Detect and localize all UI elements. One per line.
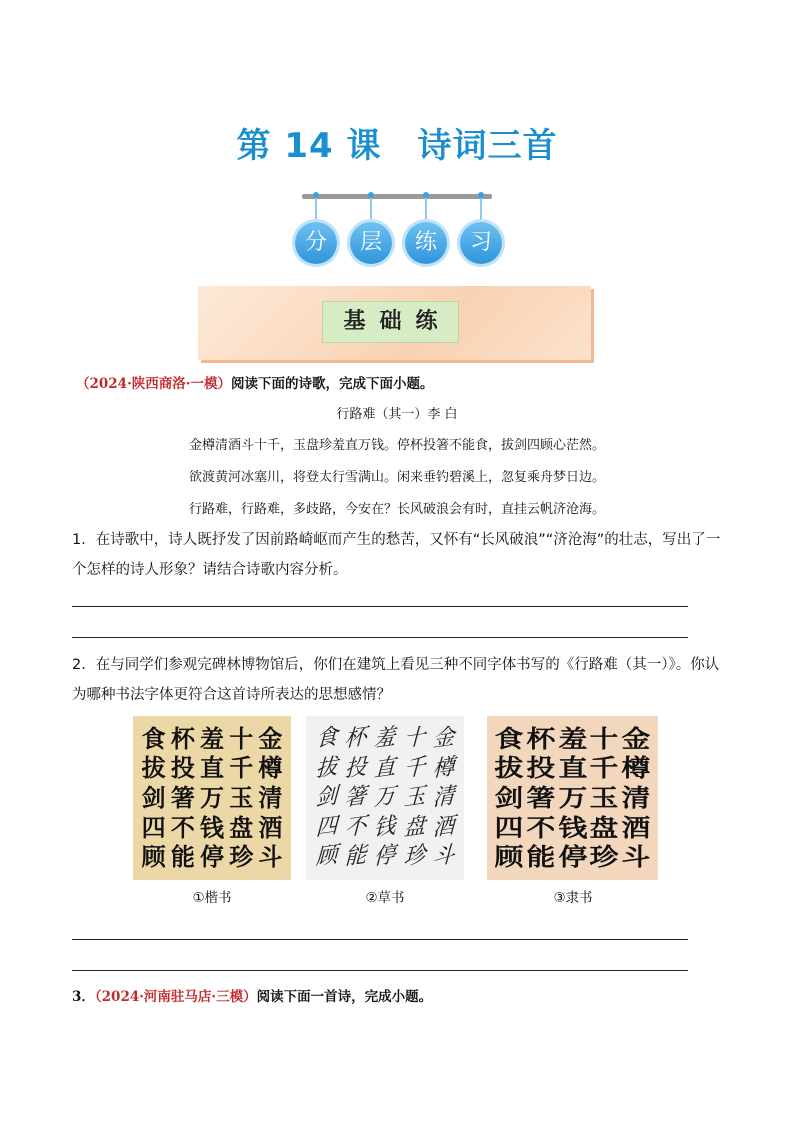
question-1: 1．在诗歌中，诗人既抒发了因前路崎岖而产生的愁苦，又怀有“长风破浪”“济沧海”的壮志，写出了一个怎样的诗人形象？请结合诗歌内容分析。 bbox=[72, 532, 721, 578]
calligraphy-char: 珍 bbox=[229, 842, 254, 872]
section-label: 基础练 bbox=[322, 301, 459, 343]
answer-line[interactable] bbox=[72, 939, 688, 940]
calligraphy-char: 直 bbox=[558, 754, 587, 783]
calligraphy-char: 能 bbox=[344, 842, 368, 871]
calligraphy-char: 酒 bbox=[432, 812, 455, 842]
answer-line[interactable] bbox=[72, 970, 688, 971]
calligraphy-char: 能 bbox=[526, 843, 556, 872]
calligraphy-grid bbox=[139, 724, 285, 872]
calligraphy-char: 羞 bbox=[373, 724, 397, 753]
page-title bbox=[0, 118, 794, 167]
calligraphy-char: 直 bbox=[200, 753, 225, 783]
calligraphy-char: 千 bbox=[589, 754, 619, 783]
calligraphy-char: 不 bbox=[170, 812, 195, 842]
calligraphy-char: 拔 bbox=[494, 754, 524, 783]
calligraphy-char: 十 bbox=[229, 723, 254, 753]
calligraphy-char: 箸 bbox=[344, 783, 368, 812]
calligraphy-char: 樽 bbox=[621, 754, 651, 783]
calligraphy-char: 樽 bbox=[432, 753, 455, 783]
calligraphy-char: 食 bbox=[494, 724, 524, 753]
calligraphy-char: 钱 bbox=[373, 812, 397, 842]
lishu-caption: ③隶书 bbox=[553, 890, 593, 906]
question-3 bbox=[72, 982, 722, 1012]
tag-string bbox=[480, 198, 482, 224]
calligraphy-char: 金 bbox=[432, 724, 455, 753]
calligraphy-char: 玉 bbox=[229, 782, 254, 812]
calligraphy-char: 珍 bbox=[589, 843, 619, 872]
calligraphy-char: 万 bbox=[373, 783, 397, 812]
calligraphy-char: 停 bbox=[558, 843, 587, 872]
calligraphy-char: 箸 bbox=[526, 783, 556, 812]
calligraphy-char: 投 bbox=[170, 753, 195, 783]
calligraphy-char: 四 bbox=[494, 813, 524, 842]
calligraphy-char: 能 bbox=[170, 842, 195, 872]
calligraphy-char: 羞 bbox=[200, 723, 225, 753]
calligraphy-char: 不 bbox=[344, 812, 368, 842]
question-2: 2．在与同学们参观完碑林博物馆后，你们在建筑上看见三种不同字体书写的《行路难（其一）》。你认为哪种书法字体更符合这首诗所表达的思想感情？ bbox=[72, 657, 720, 703]
lishu-calligraphy-image bbox=[487, 716, 658, 880]
calligraphy-char: 金 bbox=[258, 723, 283, 753]
question-instruction: 阅读下面的诗歌，完成下面小题。 bbox=[230, 376, 434, 392]
calligraphy-char: 珍 bbox=[402, 842, 426, 871]
question-3-source: （2024·河南驻马店·三模） bbox=[94, 989, 257, 1005]
kaishu-calligraphy-image bbox=[133, 716, 291, 880]
calligraphy-char: 盘 bbox=[589, 813, 619, 842]
calligraphy-char: 金 bbox=[621, 724, 651, 753]
calligraphy-char: 酒 bbox=[258, 812, 283, 842]
calligraphy-char: 玉 bbox=[402, 783, 426, 812]
calligraphy-char: 顾 bbox=[315, 842, 338, 871]
calligraphy-char: 羞 bbox=[558, 724, 587, 753]
lesson-number: 第 14 课 bbox=[236, 126, 382, 166]
calligraphy-char: 斗 bbox=[621, 843, 651, 872]
poem-line: 欲渡黄河冰塞川，将登太行雪满山。闲来垂钓碧溪上，忽复乘舟梦日边。 bbox=[188, 470, 605, 485]
calligraphy-char: 停 bbox=[373, 842, 397, 871]
calligraphy-char: 斗 bbox=[258, 842, 283, 872]
calligraphy-char: 十 bbox=[402, 724, 426, 753]
poem-line: 金樽清酒斗十千，玉盘珍羞直万钱。停杯投箸不能食，拔剑四顾心茫然。 bbox=[188, 438, 605, 453]
calligraphy-char: 十 bbox=[589, 724, 619, 753]
caoshu-calligraphy-image bbox=[306, 716, 464, 880]
poem-line: 行路难，行路难，多歧路，今安在？长风破浪会有时，直挂云帆济沧海。 bbox=[188, 502, 605, 517]
calligraphy-char: 清 bbox=[621, 783, 651, 812]
calligraphy-char: 酒 bbox=[621, 813, 651, 842]
calligraphy-char: 万 bbox=[558, 783, 587, 812]
calligraphy-char: 盘 bbox=[229, 812, 254, 842]
question-3-instruction: 阅读下面一首诗，完成小题。 bbox=[256, 989, 433, 1005]
tag-bubble: 练 bbox=[405, 222, 447, 264]
calligraphy-char: 清 bbox=[258, 782, 283, 812]
calligraphy-char: 停 bbox=[200, 842, 225, 872]
answer-line[interactable] bbox=[72, 606, 688, 607]
lesson-title: 诗词三首 bbox=[417, 126, 558, 166]
calligraphy-char: 投 bbox=[344, 753, 368, 783]
tag-bubble: 层 bbox=[350, 222, 392, 264]
calligraphy-char: 食 bbox=[141, 723, 166, 753]
tag-bubble: 分 bbox=[295, 222, 337, 264]
calligraphy-char: 剑 bbox=[315, 783, 338, 812]
calligraphy-char: 樽 bbox=[258, 753, 283, 783]
question-intro bbox=[76, 372, 433, 392]
calligraphy-char: 剑 bbox=[141, 782, 166, 812]
answer-line[interactable] bbox=[72, 637, 688, 638]
calligraphy-char: 钱 bbox=[558, 813, 587, 842]
calligraphy-char: 四 bbox=[315, 812, 338, 842]
calligraphy-char: 清 bbox=[432, 783, 455, 812]
tag-string bbox=[425, 198, 427, 224]
calligraphy-char: 四 bbox=[141, 812, 166, 842]
question-source: （2024·陕西商洛·一模） bbox=[76, 376, 231, 392]
tag-string bbox=[370, 198, 372, 224]
calligraphy-char: 千 bbox=[402, 753, 426, 783]
calligraphy-char: 杯 bbox=[526, 724, 556, 753]
calligraphy-char: 剑 bbox=[494, 783, 524, 812]
calligraphy-char: 直 bbox=[373, 753, 397, 783]
calligraphy-char: 箸 bbox=[170, 782, 195, 812]
calligraphy-char: 投 bbox=[526, 754, 556, 783]
calligraphy-char: 拔 bbox=[141, 753, 166, 783]
calligraphy-char: 不 bbox=[526, 813, 556, 842]
calligraphy-char: 顾 bbox=[141, 842, 166, 872]
calligraphy-char: 顾 bbox=[494, 843, 524, 872]
calligraphy-char: 杯 bbox=[344, 724, 368, 753]
calligraphy-char: 斗 bbox=[432, 842, 455, 871]
calligraphy-char: 玉 bbox=[589, 783, 619, 812]
calligraphy-char: 拔 bbox=[315, 753, 338, 783]
calligraphy-char: 盘 bbox=[402, 812, 426, 842]
calligraphy-grid bbox=[312, 724, 458, 872]
calligraphy-char: 食 bbox=[315, 724, 338, 753]
calligraphy-char: 万 bbox=[200, 782, 225, 812]
calligraphy-char: 杯 bbox=[170, 723, 195, 753]
poem-title: 行路难（其一）李 白 bbox=[336, 407, 458, 422]
calligraphy-grid bbox=[493, 724, 652, 872]
kaishu-caption: ①楷书 bbox=[192, 890, 232, 906]
caoshu-caption: ②草书 bbox=[365, 890, 405, 906]
question-3-number: 3． bbox=[72, 989, 95, 1005]
tag-hanger-bar bbox=[302, 194, 492, 199]
calligraphy-char: 钱 bbox=[200, 812, 225, 842]
tag-string bbox=[315, 198, 317, 224]
tag-bubble: 习 bbox=[460, 222, 502, 264]
calligraphy-char: 千 bbox=[229, 753, 254, 783]
